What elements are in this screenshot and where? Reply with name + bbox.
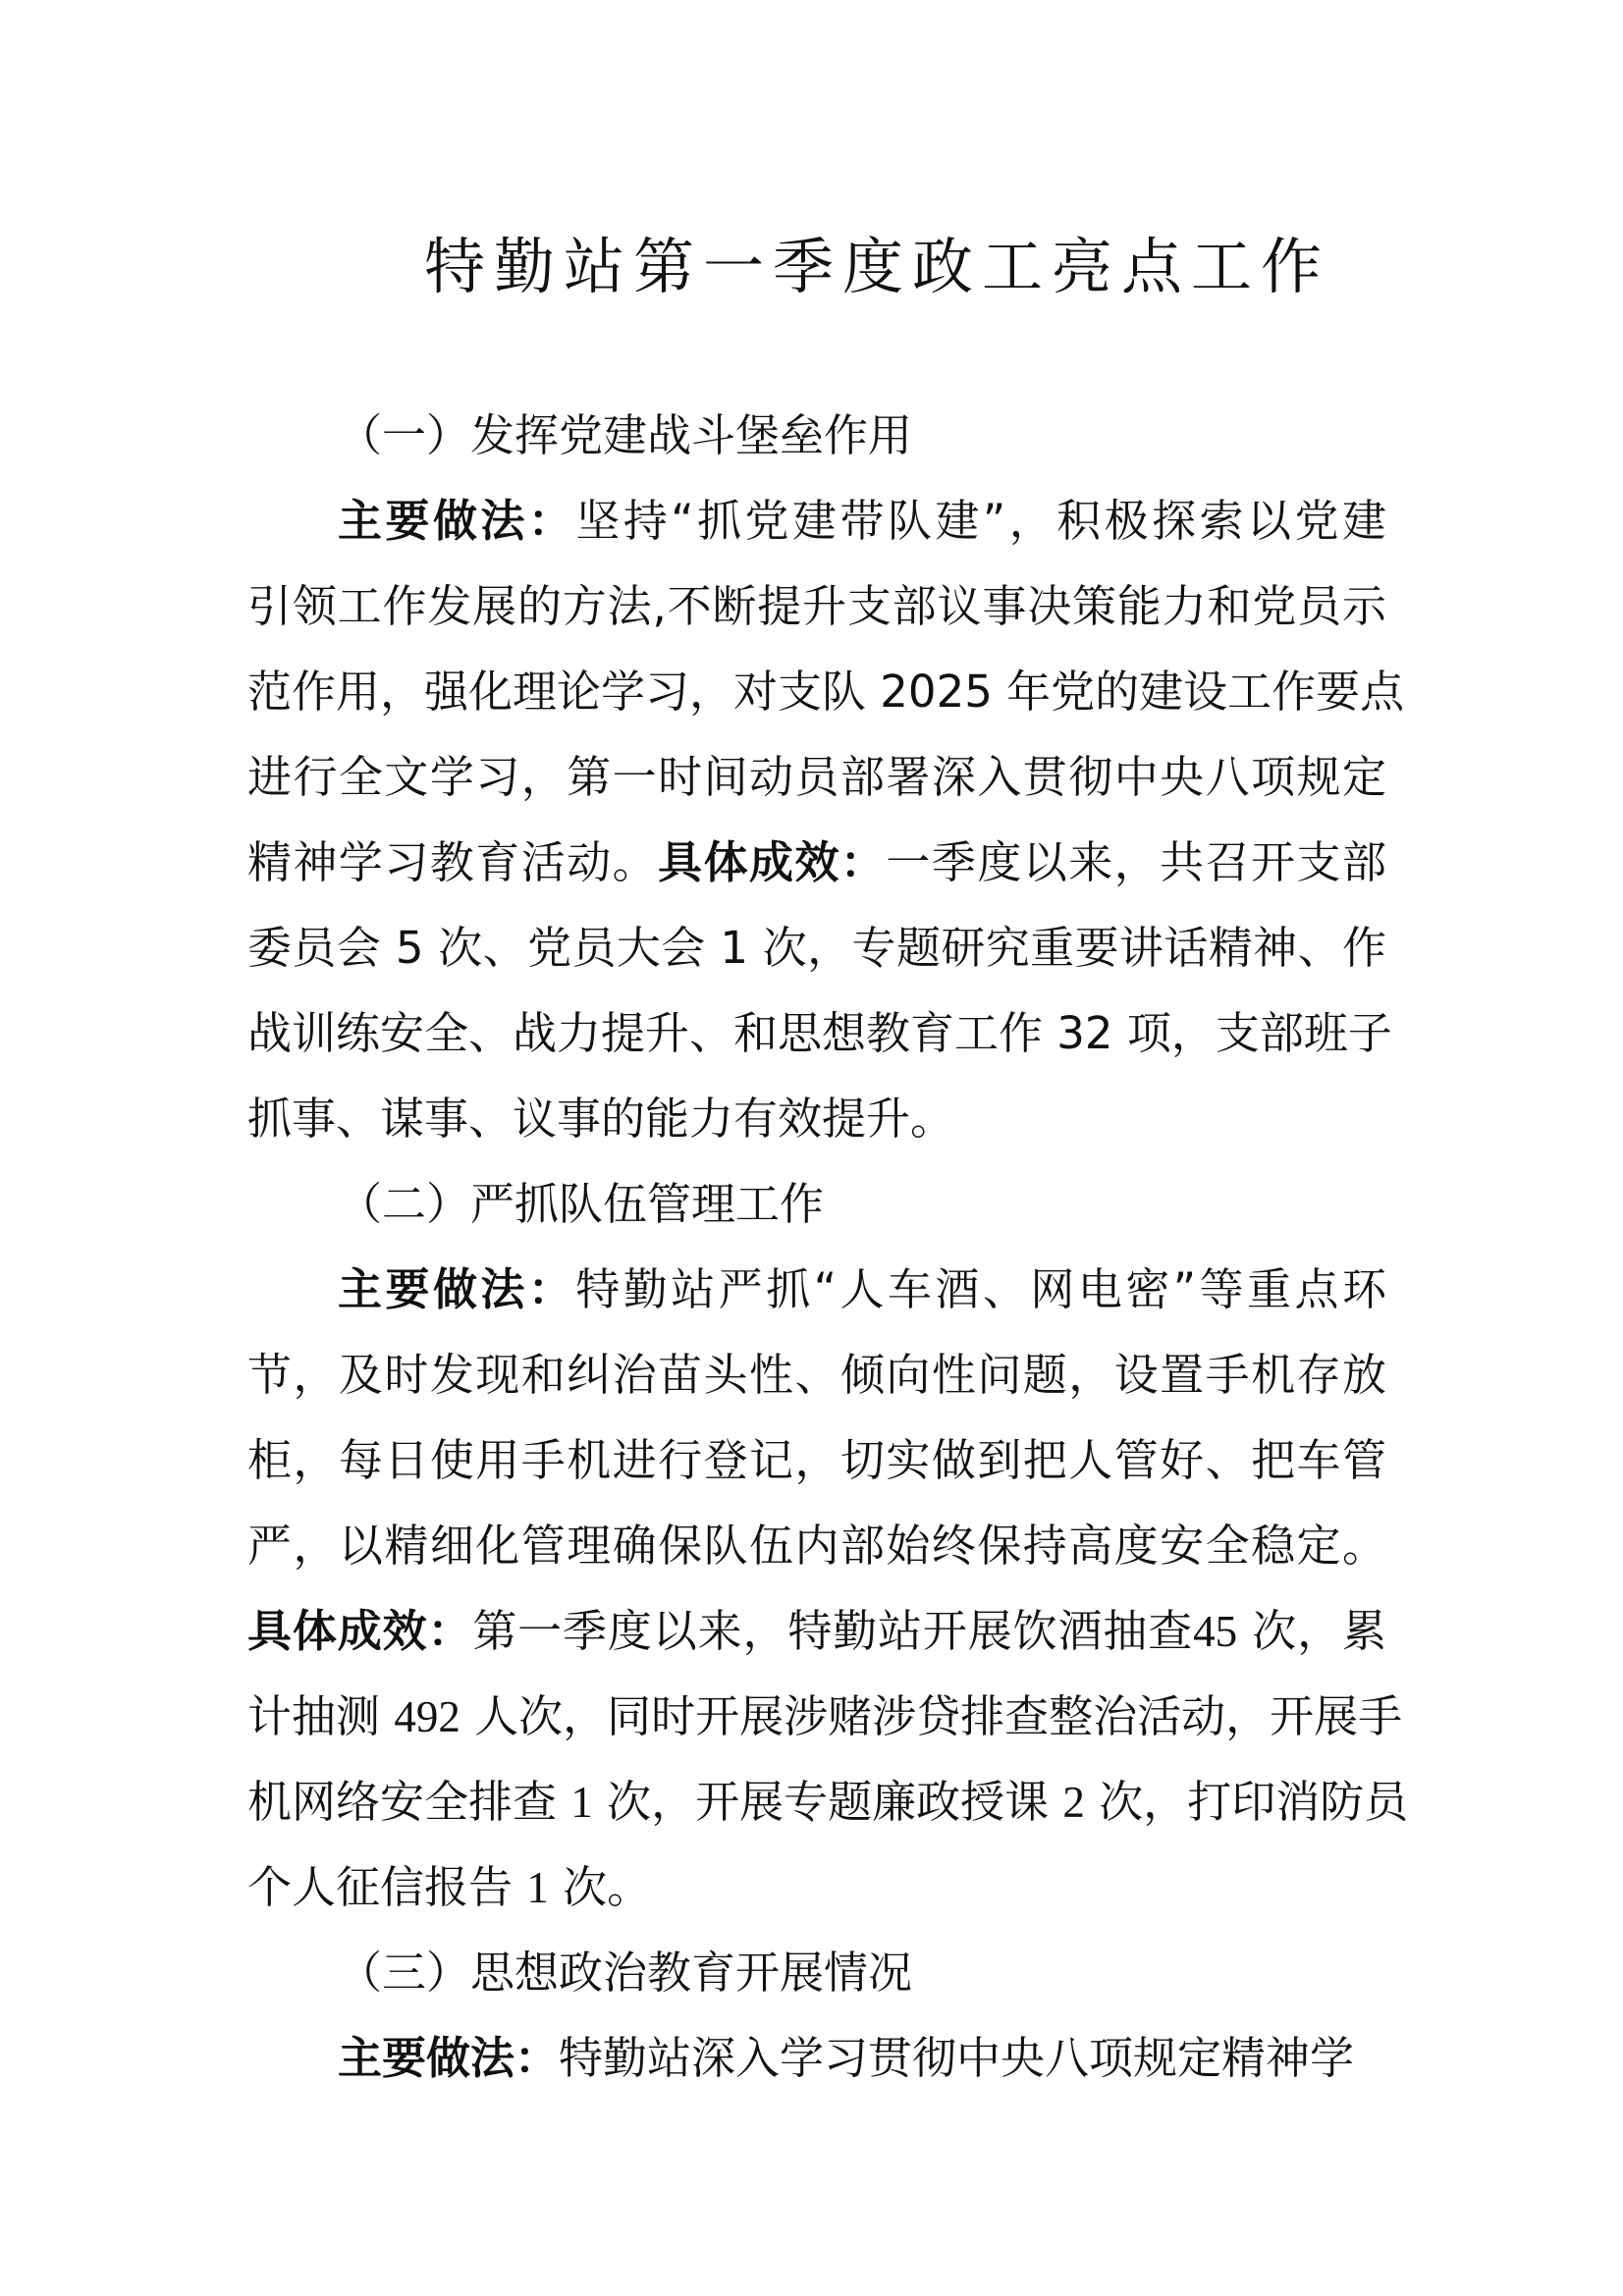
text-run: （二）严抓队伍管理工作 xyxy=(338,1178,825,1230)
paragraph-line xyxy=(247,1588,1386,1674)
paragraph-line xyxy=(247,649,1405,734)
text-run: 范作用，强化理论学习，对支队 2025 年党的建设工作要点 xyxy=(247,666,1405,718)
text-run: 节，及时发现和纠治苗头性、倾向性问题，设置手机存放 xyxy=(247,1349,1386,1401)
paragraph-line xyxy=(247,2015,1386,2101)
paragraph-line xyxy=(247,1759,1409,1844)
bold-label: 主要做法： xyxy=(338,2032,560,2084)
section-heading xyxy=(247,1930,1386,2015)
document-body xyxy=(247,393,1409,2101)
section-heading xyxy=(247,393,1386,478)
paragraph-line xyxy=(247,1417,1386,1503)
text-run: 精神学习教育活动。 xyxy=(247,836,659,888)
document-title: 特勤站第一季度政工亮点工作 xyxy=(423,231,1330,302)
text-run: 特勤站深入学习贯彻中央八项规定精神学 xyxy=(559,2032,1355,2084)
text-run: 坚持“抓党建带队建”，积极探索以党建 xyxy=(575,495,1386,547)
text-run: （三）思想政治教育开展情况 xyxy=(338,1947,913,1999)
paragraph-line xyxy=(247,990,1392,1076)
paragraph-line xyxy=(247,734,1386,820)
text-run: 抓事、谋事、议事的能力有效提升。 xyxy=(247,1093,955,1145)
paragraph-line xyxy=(247,563,1386,649)
text-run: 引领工作发展的方法,不断提升支部议事决策能力和党员示 xyxy=(247,580,1386,632)
text-run: 1 xyxy=(526,1863,549,1912)
paragraph-line xyxy=(247,1674,1403,1759)
text-run: 第一季度以来，特勤站开展饮酒抽查 xyxy=(472,1605,1194,1657)
text-run: 次，打印消防员 xyxy=(1084,1776,1409,1828)
text-run: 45 xyxy=(1193,1607,1238,1656)
text-run: 1 xyxy=(570,1778,593,1827)
text-run: 一季度以来，共召开支部 xyxy=(886,836,1386,888)
text-run: 2 xyxy=(1062,1778,1085,1827)
paragraph-line xyxy=(247,1844,1386,1930)
text-run: 进行全文学习，第一时间动员部署深入贯彻中央八项规定 xyxy=(247,751,1386,803)
text-run: 特勤站严抓“人车酒、网电密”等重点环 xyxy=(575,1263,1386,1315)
section-heading xyxy=(247,1161,1386,1247)
bold-label: 具体成效： xyxy=(247,1605,473,1657)
text-run: 次。 xyxy=(548,1861,652,1913)
paragraph-line xyxy=(247,905,1386,990)
text-run: 机网络安全排查 xyxy=(247,1776,571,1828)
text-run: 492 xyxy=(394,1692,460,1741)
paragraph-line xyxy=(247,820,1386,905)
text-run: 战训练安全、战力提升、和思想教育工作 32 项，支部班子 xyxy=(247,1007,1392,1059)
text-run: 人次，同时开展涉赌涉贷排查整治活动，开展手 xyxy=(460,1690,1403,1742)
text-run: 柜，每日使用手机进行登记，切实做到把人管好、把车管 xyxy=(247,1434,1386,1486)
bold-label: 具体成效： xyxy=(658,836,887,888)
bold-label: 主要做法： xyxy=(338,495,576,547)
paragraph-line xyxy=(247,1503,1386,1588)
text-run: 次，累 xyxy=(1237,1605,1386,1657)
text-run: （一）发挥党建战斗堡垒作用 xyxy=(338,409,913,461)
text-run: 委员会 5 次、党员大会 1 次，专题研究重要讲话精神、作 xyxy=(247,922,1386,974)
text-run: 个人征信报告 xyxy=(247,1861,527,1913)
paragraph-line xyxy=(247,1332,1386,1417)
paragraph-line xyxy=(247,478,1386,563)
bold-label: 主要做法： xyxy=(338,1263,576,1315)
text-run: 计抽测 xyxy=(247,1690,395,1742)
text-run: 严，以精细化管理确保队伍内部始终保持高度安全稳定。 xyxy=(247,1520,1386,1572)
paragraph-line xyxy=(247,1247,1386,1332)
paragraph-line xyxy=(247,1076,1386,1161)
text-run: 次，开展专题廉政授课 xyxy=(592,1776,1063,1828)
